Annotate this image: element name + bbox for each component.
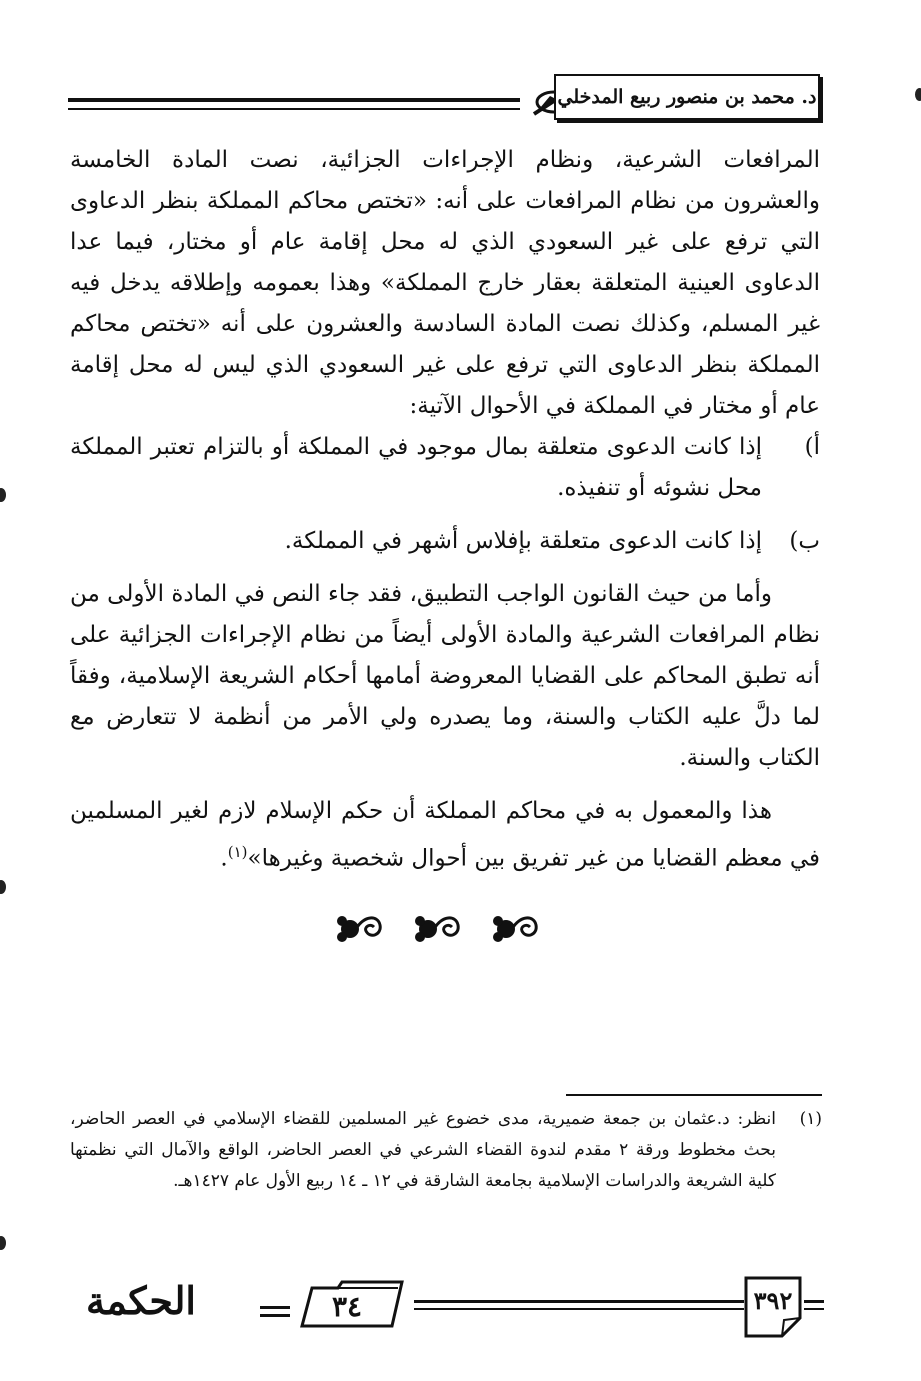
running-header — [68, 70, 820, 126]
list-marker: ب) — [789, 528, 820, 554]
footnote-marker: (١) — [799, 1109, 822, 1129]
footer-dash — [260, 1306, 290, 1322]
margin-dot — [915, 88, 921, 101]
header-rule — [68, 108, 520, 110]
list-item-text: إذا كانت الدعوى متعلقة بمال موجود في المملكة أو بالتزام تعتبر المملكة محل نشوئه أو تنفيذه. — [70, 434, 762, 501]
footnote-text: انظر: د.عثمان بن جمعة ضميرية، مدى خضوع غير المسلمين للقضاء الإسلامي في العصر الحاضر، بحث مخطوط ورقة ٢ مقدم لندوة القضاء الشرعي في العصر الحاضر، الواقع والآمال التي نظمتها كلية الشريعة والدراسات الإسلامية بجامعة الشارقة في ١٢ ـ ١٤ ربيع الأول عام ١٤٢٧هـ. — [70, 1109, 776, 1191]
list-item — [70, 427, 820, 509]
paragraph: وأما من حيث القانون الواجب التطبيق، فقد جاء النص في المادة الأولى من نظام المرافعات الشرعية والمادة الأولى أيضاً من نظام الإجراءات الجزائية على أنه تطبق المحاكم على القضايا المعروضة أمامها أحكام الشريعة الإسلامية، وفقاً لما دلَّ عليه الكتاب والسنة، وما يصدره ولي الأمر من أنظمة لا تتعارض مع الكتاب والسنة. — [70, 581, 820, 771]
list-marker: أ) — [804, 434, 820, 460]
margin-dot — [0, 488, 6, 502]
footer-rule — [414, 1308, 744, 1310]
footnotes — [70, 1104, 822, 1197]
footer-rule — [414, 1300, 744, 1303]
page-number: ٣٩٢ — [753, 1286, 793, 1315]
header-rule — [68, 98, 520, 102]
section-divider-ornament — [330, 905, 550, 949]
paragraph-end: . — [220, 845, 228, 872]
margin-dot — [0, 880, 6, 894]
footnote-reference: (١) — [227, 843, 248, 861]
list-item-text: إذا كانت الدعوى متعلقة بإفلاس أشهر في المملكة. — [284, 528, 762, 554]
issue-number: ٣٤ — [331, 1290, 363, 1323]
margin-dot — [0, 1236, 6, 1250]
paragraph — [70, 791, 820, 880]
page-number-box — [744, 1276, 804, 1338]
magazine-logo: الحكمة — [86, 1278, 196, 1323]
footnote-rule — [566, 1094, 822, 1096]
list-item — [70, 521, 820, 562]
page-footer — [64, 1270, 824, 1340]
article-body — [70, 140, 820, 880]
author-name: د. محمد بن منصور ربيع المدخلي — [554, 74, 820, 120]
issue-box — [298, 1278, 410, 1330]
paragraph: المرافعات الشرعية، ونظام الإجراءات الجزائية، نصت المادة الخامسة والعشرون من نظام المرافعات على أنه: «تختص محاكم المملكة بنظر الدعاوى التي ترفع على غير السعودي الذي له محل إقامة عام أو مختار، فيما عدا الدعاوى العينية المتعلقة بعقار خارج المملكة» وهذا بعمومه وإطلاقه يدخل فيه غير المسلم، وكذلك نصت المادة السادسة والعشرون على أنه «تختص محاكم المملكة بنظر الدعاوى التي ترفع على غير السعودي الذي ليس له محل إقامة عام أو مختار في المملكة في الأحوال الآتية: — [70, 147, 820, 419]
footnote — [70, 1104, 822, 1197]
paragraph-text: هذا والمعمول به في محاكم المملكة أن حكم الإسلام لازم لغير المسلمين في معظم القضايا من غير تفريق بين أحوال شخصية وغيرها» — [70, 798, 820, 872]
footer-rule — [804, 1308, 824, 1310]
footer-rule — [804, 1300, 824, 1303]
